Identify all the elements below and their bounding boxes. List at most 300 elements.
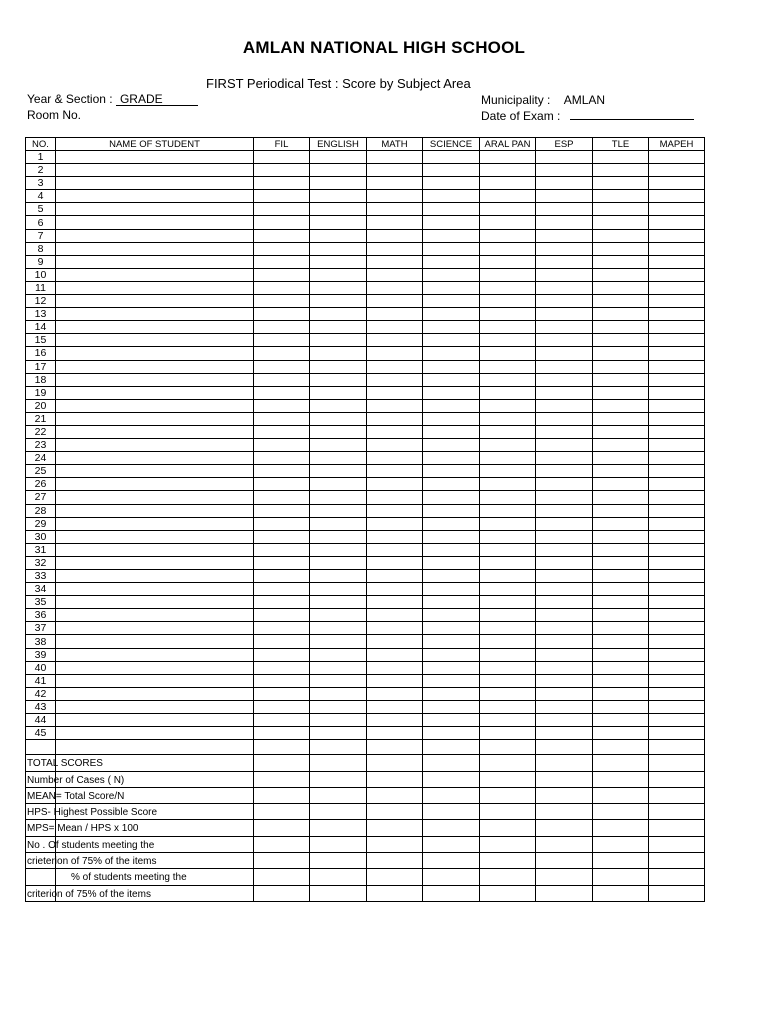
score-cell[interactable] bbox=[254, 268, 310, 281]
score-cell[interactable] bbox=[649, 727, 705, 740]
score-cell[interactable] bbox=[310, 425, 367, 438]
score-cell[interactable] bbox=[423, 804, 480, 820]
student-name-cell[interactable] bbox=[56, 687, 254, 700]
score-cell[interactable] bbox=[536, 869, 593, 885]
score-cell[interactable] bbox=[423, 570, 480, 583]
score-cell[interactable] bbox=[367, 347, 423, 360]
score-cell[interactable] bbox=[593, 151, 649, 164]
score-cell[interactable] bbox=[480, 452, 536, 465]
score-cell[interactable] bbox=[367, 491, 423, 504]
score-cell[interactable] bbox=[536, 853, 593, 869]
student-name-cell[interactable] bbox=[56, 674, 254, 687]
score-cell[interactable] bbox=[310, 229, 367, 242]
score-cell[interactable] bbox=[254, 373, 310, 386]
score-cell[interactable] bbox=[310, 530, 367, 543]
score-cell[interactable] bbox=[480, 820, 536, 836]
score-cell[interactable] bbox=[310, 203, 367, 216]
score-cell[interactable] bbox=[649, 268, 705, 281]
score-cell[interactable] bbox=[423, 727, 480, 740]
score-cell[interactable] bbox=[254, 755, 310, 771]
score-cell[interactable] bbox=[649, 804, 705, 820]
score-cell[interactable] bbox=[423, 412, 480, 425]
score-cell[interactable] bbox=[310, 373, 367, 386]
score-cell[interactable] bbox=[480, 885, 536, 901]
score-cell[interactable] bbox=[649, 203, 705, 216]
score-cell[interactable] bbox=[536, 478, 593, 491]
score-cell[interactable] bbox=[536, 399, 593, 412]
score-cell[interactable] bbox=[480, 804, 536, 820]
score-cell[interactable] bbox=[310, 399, 367, 412]
score-cell[interactable] bbox=[310, 635, 367, 648]
score-cell[interactable] bbox=[254, 203, 310, 216]
score-cell[interactable] bbox=[367, 190, 423, 203]
score-cell[interactable] bbox=[310, 216, 367, 229]
score-cell[interactable] bbox=[310, 151, 367, 164]
score-cell[interactable] bbox=[367, 622, 423, 635]
student-name-cell[interactable] bbox=[56, 360, 254, 373]
score-cell[interactable] bbox=[423, 281, 480, 294]
score-cell[interactable] bbox=[536, 373, 593, 386]
score-cell[interactable] bbox=[423, 203, 480, 216]
score-cell[interactable] bbox=[310, 255, 367, 268]
score-cell[interactable] bbox=[254, 787, 310, 803]
score-cell[interactable] bbox=[254, 648, 310, 661]
score-cell[interactable] bbox=[423, 177, 480, 190]
score-cell[interactable] bbox=[649, 491, 705, 504]
score-cell[interactable] bbox=[649, 281, 705, 294]
score-cell[interactable] bbox=[367, 885, 423, 901]
score-cell[interactable] bbox=[593, 530, 649, 543]
score-cell[interactable] bbox=[480, 268, 536, 281]
score-cell[interactable] bbox=[423, 530, 480, 543]
score-cell[interactable] bbox=[649, 836, 705, 852]
score-cell[interactable] bbox=[593, 596, 649, 609]
student-name-cell[interactable] bbox=[56, 308, 254, 321]
score-cell[interactable] bbox=[593, 869, 649, 885]
score-cell[interactable] bbox=[423, 543, 480, 556]
score-cell[interactable] bbox=[367, 700, 423, 713]
score-cell[interactable] bbox=[649, 190, 705, 203]
score-cell[interactable] bbox=[367, 216, 423, 229]
student-name-cell[interactable] bbox=[56, 661, 254, 674]
score-cell[interactable] bbox=[310, 853, 367, 869]
score-cell[interactable] bbox=[254, 674, 310, 687]
score-cell[interactable] bbox=[423, 687, 480, 700]
score-cell[interactable] bbox=[593, 386, 649, 399]
score-cell[interactable] bbox=[649, 714, 705, 727]
score-cell[interactable] bbox=[423, 425, 480, 438]
student-name-cell[interactable] bbox=[56, 504, 254, 517]
score-cell[interactable] bbox=[367, 661, 423, 674]
score-cell[interactable] bbox=[649, 399, 705, 412]
score-cell[interactable] bbox=[649, 452, 705, 465]
score-cell[interactable] bbox=[423, 360, 480, 373]
score-cell[interactable] bbox=[254, 635, 310, 648]
score-cell[interactable] bbox=[480, 609, 536, 622]
score-cell[interactable] bbox=[649, 885, 705, 901]
score-cell[interactable] bbox=[310, 412, 367, 425]
score-cell[interactable] bbox=[593, 242, 649, 255]
score-cell[interactable] bbox=[310, 465, 367, 478]
score-cell[interactable] bbox=[367, 570, 423, 583]
score-cell[interactable] bbox=[310, 727, 367, 740]
score-cell[interactable] bbox=[536, 635, 593, 648]
student-name-cell[interactable] bbox=[56, 399, 254, 412]
score-cell[interactable] bbox=[649, 177, 705, 190]
score-cell[interactable] bbox=[593, 504, 649, 517]
score-cell[interactable] bbox=[649, 820, 705, 836]
score-cell[interactable] bbox=[536, 885, 593, 901]
score-cell[interactable] bbox=[649, 771, 705, 787]
score-cell[interactable] bbox=[367, 583, 423, 596]
score-cell[interactable] bbox=[254, 360, 310, 373]
score-cell[interactable] bbox=[480, 661, 536, 674]
score-cell[interactable] bbox=[423, 229, 480, 242]
score-cell[interactable] bbox=[480, 412, 536, 425]
score-cell[interactable] bbox=[367, 543, 423, 556]
score-cell[interactable] bbox=[367, 465, 423, 478]
score-cell[interactable] bbox=[593, 771, 649, 787]
score-cell[interactable] bbox=[536, 622, 593, 635]
score-cell[interactable] bbox=[480, 700, 536, 713]
score-cell[interactable] bbox=[593, 885, 649, 901]
score-cell[interactable] bbox=[423, 622, 480, 635]
score-cell[interactable] bbox=[367, 439, 423, 452]
score-cell[interactable] bbox=[310, 661, 367, 674]
score-cell[interactable] bbox=[480, 439, 536, 452]
score-cell[interactable] bbox=[423, 308, 480, 321]
score-cell[interactable] bbox=[593, 836, 649, 852]
score-cell[interactable] bbox=[593, 820, 649, 836]
score-cell[interactable] bbox=[254, 771, 310, 787]
score-cell[interactable] bbox=[480, 360, 536, 373]
score-cell[interactable] bbox=[480, 596, 536, 609]
score-cell[interactable] bbox=[310, 556, 367, 569]
student-name-cell[interactable] bbox=[56, 556, 254, 569]
score-cell[interactable] bbox=[480, 517, 536, 530]
student-name-cell[interactable] bbox=[56, 570, 254, 583]
score-cell[interactable] bbox=[367, 164, 423, 177]
score-cell[interactable] bbox=[593, 347, 649, 360]
score-cell[interactable] bbox=[423, 583, 480, 596]
score-cell[interactable] bbox=[254, 386, 310, 399]
score-cell[interactable] bbox=[367, 334, 423, 347]
score-cell[interactable] bbox=[310, 242, 367, 255]
score-cell[interactable] bbox=[254, 820, 310, 836]
score-cell[interactable] bbox=[480, 255, 536, 268]
score-cell[interactable] bbox=[649, 687, 705, 700]
score-cell[interactable] bbox=[593, 412, 649, 425]
score-cell[interactable] bbox=[536, 648, 593, 661]
score-cell[interactable] bbox=[536, 491, 593, 504]
score-cell[interactable] bbox=[423, 399, 480, 412]
score-cell[interactable] bbox=[593, 295, 649, 308]
score-cell[interactable] bbox=[423, 295, 480, 308]
score-cell[interactable] bbox=[310, 700, 367, 713]
score-cell[interactable] bbox=[367, 820, 423, 836]
score-cell[interactable] bbox=[536, 836, 593, 852]
score-cell[interactable] bbox=[593, 787, 649, 803]
score-cell[interactable] bbox=[536, 596, 593, 609]
score-cell[interactable] bbox=[536, 164, 593, 177]
score-cell[interactable] bbox=[536, 347, 593, 360]
score-cell[interactable] bbox=[310, 570, 367, 583]
score-cell[interactable] bbox=[480, 622, 536, 635]
score-cell[interactable] bbox=[649, 255, 705, 268]
student-name-cell[interactable] bbox=[56, 203, 254, 216]
score-cell[interactable] bbox=[310, 714, 367, 727]
score-cell[interactable] bbox=[536, 583, 593, 596]
score-cell[interactable] bbox=[254, 321, 310, 334]
score-cell[interactable] bbox=[254, 583, 310, 596]
score-cell[interactable] bbox=[649, 478, 705, 491]
score-cell[interactable] bbox=[310, 321, 367, 334]
score-cell[interactable] bbox=[423, 386, 480, 399]
score-cell[interactable] bbox=[367, 151, 423, 164]
score-cell[interactable] bbox=[480, 281, 536, 294]
score-cell[interactable] bbox=[593, 334, 649, 347]
score-cell[interactable] bbox=[649, 386, 705, 399]
student-name-cell[interactable] bbox=[56, 517, 254, 530]
score-cell[interactable] bbox=[593, 164, 649, 177]
score-cell[interactable] bbox=[536, 334, 593, 347]
score-cell[interactable] bbox=[254, 885, 310, 901]
score-cell[interactable] bbox=[536, 820, 593, 836]
score-cell[interactable] bbox=[254, 478, 310, 491]
score-cell[interactable] bbox=[254, 596, 310, 609]
score-cell[interactable] bbox=[254, 853, 310, 869]
score-cell[interactable] bbox=[593, 190, 649, 203]
score-cell[interactable] bbox=[367, 203, 423, 216]
score-cell[interactable] bbox=[254, 804, 310, 820]
score-cell[interactable] bbox=[254, 164, 310, 177]
score-cell[interactable] bbox=[536, 804, 593, 820]
score-cell[interactable] bbox=[593, 853, 649, 869]
score-cell[interactable] bbox=[367, 648, 423, 661]
score-cell[interactable] bbox=[593, 321, 649, 334]
score-cell[interactable] bbox=[480, 203, 536, 216]
score-cell[interactable] bbox=[310, 177, 367, 190]
score-cell[interactable] bbox=[649, 700, 705, 713]
score-cell[interactable] bbox=[423, 164, 480, 177]
score-cell[interactable] bbox=[423, 321, 480, 334]
score-cell[interactable] bbox=[480, 242, 536, 255]
score-cell[interactable] bbox=[649, 439, 705, 452]
score-cell[interactable] bbox=[480, 308, 536, 321]
score-cell[interactable] bbox=[593, 804, 649, 820]
score-cell[interactable] bbox=[310, 386, 367, 399]
score-cell[interactable] bbox=[254, 543, 310, 556]
score-cell[interactable] bbox=[423, 556, 480, 569]
score-cell[interactable] bbox=[480, 386, 536, 399]
score-cell[interactable] bbox=[367, 360, 423, 373]
score-cell[interactable] bbox=[310, 504, 367, 517]
score-cell[interactable] bbox=[480, 465, 536, 478]
score-cell[interactable] bbox=[310, 543, 367, 556]
score-cell[interactable] bbox=[649, 412, 705, 425]
score-cell[interactable] bbox=[536, 787, 593, 803]
score-cell[interactable] bbox=[367, 281, 423, 294]
score-cell[interactable] bbox=[593, 399, 649, 412]
score-cell[interactable] bbox=[367, 295, 423, 308]
score-cell[interactable] bbox=[593, 478, 649, 491]
score-cell[interactable] bbox=[480, 836, 536, 852]
student-name-cell[interactable] bbox=[56, 635, 254, 648]
score-cell[interactable] bbox=[254, 504, 310, 517]
year-section-value[interactable]: GRADE bbox=[116, 93, 198, 106]
score-cell[interactable] bbox=[423, 787, 480, 803]
score-cell[interactable] bbox=[367, 869, 423, 885]
score-cell[interactable] bbox=[310, 596, 367, 609]
score-cell[interactable] bbox=[423, 853, 480, 869]
score-cell[interactable] bbox=[593, 517, 649, 530]
score-cell[interactable] bbox=[367, 425, 423, 438]
score-cell[interactable] bbox=[649, 787, 705, 803]
score-cell[interactable] bbox=[536, 570, 593, 583]
score-cell[interactable] bbox=[367, 609, 423, 622]
score-cell[interactable] bbox=[649, 853, 705, 869]
score-cell[interactable] bbox=[593, 203, 649, 216]
score-cell[interactable] bbox=[310, 439, 367, 452]
score-cell[interactable] bbox=[254, 622, 310, 635]
student-name-cell[interactable] bbox=[56, 334, 254, 347]
score-cell[interactable] bbox=[536, 229, 593, 242]
score-cell[interactable] bbox=[480, 334, 536, 347]
student-name-cell[interactable] bbox=[56, 229, 254, 242]
score-cell[interactable] bbox=[310, 622, 367, 635]
student-name-cell[interactable] bbox=[56, 216, 254, 229]
score-cell[interactable] bbox=[536, 255, 593, 268]
score-cell[interactable] bbox=[649, 755, 705, 771]
score-cell[interactable] bbox=[593, 570, 649, 583]
score-cell[interactable] bbox=[310, 687, 367, 700]
score-cell[interactable] bbox=[310, 609, 367, 622]
score-cell[interactable] bbox=[423, 373, 480, 386]
score-cell[interactable] bbox=[480, 295, 536, 308]
student-name-cell[interactable] bbox=[56, 530, 254, 543]
score-cell[interactable] bbox=[254, 556, 310, 569]
score-cell[interactable] bbox=[310, 295, 367, 308]
score-cell[interactable] bbox=[310, 360, 367, 373]
student-name-cell[interactable] bbox=[56, 295, 254, 308]
score-cell[interactable] bbox=[480, 648, 536, 661]
score-cell[interactable] bbox=[310, 452, 367, 465]
score-cell[interactable] bbox=[367, 321, 423, 334]
score-cell[interactable] bbox=[480, 347, 536, 360]
score-cell[interactable] bbox=[649, 242, 705, 255]
score-cell[interactable] bbox=[593, 452, 649, 465]
score-cell[interactable] bbox=[367, 727, 423, 740]
score-cell[interactable] bbox=[310, 164, 367, 177]
score-cell[interactable] bbox=[423, 347, 480, 360]
score-cell[interactable] bbox=[367, 836, 423, 852]
score-cell[interactable] bbox=[536, 609, 593, 622]
score-cell[interactable] bbox=[254, 242, 310, 255]
score-cell[interactable] bbox=[254, 465, 310, 478]
score-cell[interactable] bbox=[310, 190, 367, 203]
score-cell[interactable] bbox=[367, 412, 423, 425]
score-cell[interactable] bbox=[593, 648, 649, 661]
score-cell[interactable] bbox=[423, 465, 480, 478]
score-cell[interactable] bbox=[367, 242, 423, 255]
student-name-cell[interactable] bbox=[56, 727, 254, 740]
score-cell[interactable] bbox=[423, 661, 480, 674]
score-cell[interactable] bbox=[254, 177, 310, 190]
score-cell[interactable] bbox=[423, 439, 480, 452]
score-cell[interactable] bbox=[367, 268, 423, 281]
score-cell[interactable] bbox=[649, 151, 705, 164]
score-cell[interactable] bbox=[649, 869, 705, 885]
student-name-cell[interactable] bbox=[56, 151, 254, 164]
score-cell[interactable] bbox=[593, 465, 649, 478]
score-cell[interactable] bbox=[480, 478, 536, 491]
score-cell[interactable] bbox=[310, 820, 367, 836]
score-cell[interactable] bbox=[480, 714, 536, 727]
student-name-cell[interactable] bbox=[56, 622, 254, 635]
score-cell[interactable] bbox=[254, 687, 310, 700]
score-cell[interactable] bbox=[593, 268, 649, 281]
score-cell[interactable] bbox=[593, 674, 649, 687]
score-cell[interactable] bbox=[480, 164, 536, 177]
score-cell[interactable] bbox=[593, 755, 649, 771]
score-cell[interactable] bbox=[367, 853, 423, 869]
score-cell[interactable] bbox=[423, 635, 480, 648]
score-cell[interactable] bbox=[536, 452, 593, 465]
score-cell[interactable] bbox=[593, 281, 649, 294]
score-cell[interactable] bbox=[480, 504, 536, 517]
score-cell[interactable] bbox=[367, 530, 423, 543]
score-cell[interactable] bbox=[310, 517, 367, 530]
score-cell[interactable] bbox=[480, 635, 536, 648]
score-cell[interactable] bbox=[536, 268, 593, 281]
score-cell[interactable] bbox=[649, 295, 705, 308]
score-cell[interactable] bbox=[423, 836, 480, 852]
score-cell[interactable] bbox=[649, 622, 705, 635]
score-cell[interactable] bbox=[254, 229, 310, 242]
score-cell[interactable] bbox=[536, 425, 593, 438]
student-name-cell[interactable] bbox=[56, 242, 254, 255]
score-cell[interactable] bbox=[480, 727, 536, 740]
score-cell[interactable] bbox=[593, 308, 649, 321]
student-name-cell[interactable] bbox=[56, 596, 254, 609]
score-cell[interactable] bbox=[480, 687, 536, 700]
score-cell[interactable] bbox=[254, 714, 310, 727]
score-cell[interactable] bbox=[593, 360, 649, 373]
score-cell[interactable] bbox=[310, 755, 367, 771]
score-cell[interactable] bbox=[423, 452, 480, 465]
score-cell[interactable] bbox=[480, 151, 536, 164]
score-cell[interactable] bbox=[423, 674, 480, 687]
student-name-cell[interactable] bbox=[56, 452, 254, 465]
score-cell[interactable] bbox=[423, 820, 480, 836]
score-cell[interactable] bbox=[423, 714, 480, 727]
score-cell[interactable] bbox=[649, 596, 705, 609]
score-cell[interactable] bbox=[310, 281, 367, 294]
score-cell[interactable] bbox=[367, 771, 423, 787]
score-cell[interactable] bbox=[593, 439, 649, 452]
score-cell[interactable] bbox=[423, 596, 480, 609]
score-cell[interactable] bbox=[536, 242, 593, 255]
score-cell[interactable] bbox=[593, 255, 649, 268]
score-cell[interactable] bbox=[536, 203, 593, 216]
score-cell[interactable] bbox=[593, 714, 649, 727]
score-cell[interactable] bbox=[480, 190, 536, 203]
score-cell[interactable] bbox=[423, 517, 480, 530]
score-cell[interactable] bbox=[367, 596, 423, 609]
score-cell[interactable] bbox=[480, 570, 536, 583]
score-cell[interactable] bbox=[310, 491, 367, 504]
score-cell[interactable] bbox=[423, 268, 480, 281]
